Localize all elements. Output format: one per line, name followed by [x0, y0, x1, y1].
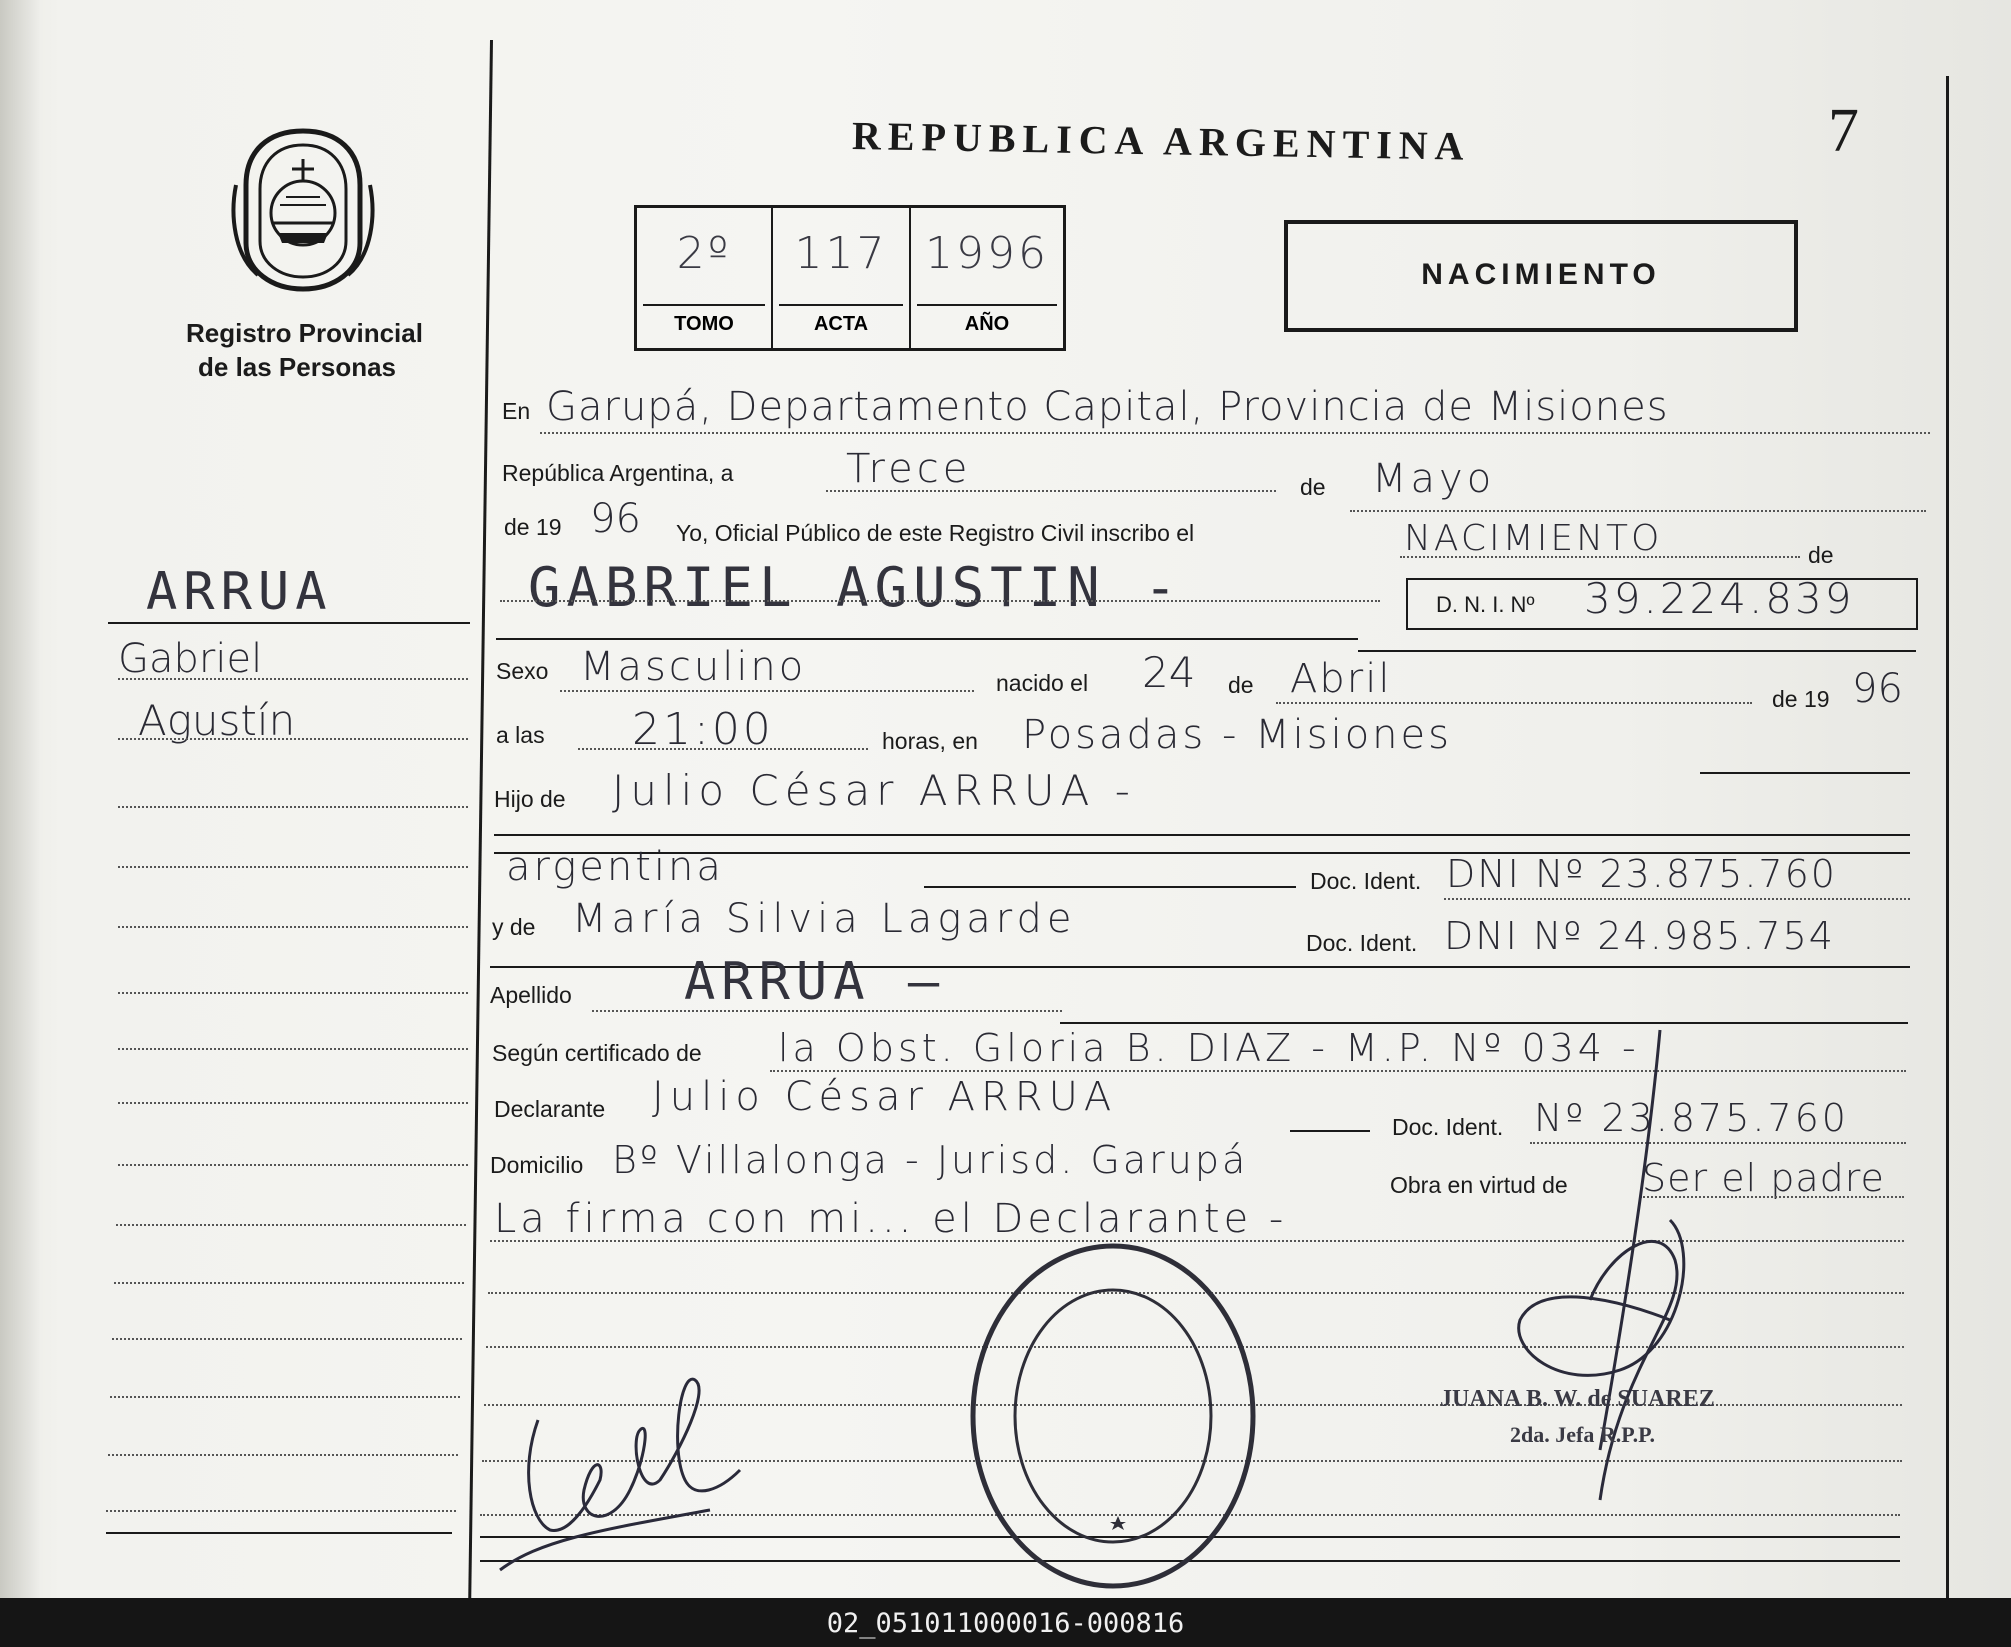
certificado-label: Según certificado de — [492, 1040, 702, 1066]
declarante-value: Julio César ARRUA — [652, 1074, 1118, 1120]
record-type-box — [1284, 220, 1798, 332]
sexo-value: Masculino — [580, 644, 807, 690]
place-value: Posadas - Misiones — [1022, 712, 1452, 758]
acta-cell — [773, 208, 911, 348]
horas-label: horas, en — [882, 728, 978, 754]
left-line — [112, 1338, 462, 1340]
sexo-line — [560, 690, 974, 692]
place-rule — [1700, 772, 1910, 774]
left-line — [108, 1454, 458, 1456]
father-value: Julio César ARRUA - — [612, 766, 1136, 815]
day-value: Trece — [846, 446, 972, 492]
firma-line-text: La firma con mi... el Declarante - — [494, 1196, 1288, 1242]
birth-de-label: de — [1228, 672, 1254, 698]
left-surname: ARRUA — [146, 562, 333, 622]
apellido-value: ARRUA — — [684, 952, 946, 1012]
father-doc-line — [1444, 898, 1910, 900]
birth-month: Abril — [1290, 656, 1392, 702]
declarante-label: Declarante — [494, 1096, 606, 1122]
tomo-rule — [643, 304, 765, 306]
left-line — [114, 1282, 464, 1284]
tomo-label: TOMO — [674, 313, 734, 335]
birth-month-line — [1276, 702, 1752, 704]
mother-doc-value: DNI Nº 24.985.754 — [1444, 914, 1835, 958]
act-value: NACIMIENTO — [1404, 518, 1663, 559]
left-line — [118, 806, 468, 808]
time-line — [578, 748, 868, 750]
ano-cell — [911, 208, 1063, 348]
dni-value: 39.224.839 — [1584, 574, 1855, 623]
father-doc-label: Doc. Ident. — [1310, 868, 1422, 894]
declarante-doc-label: Doc. Ident. — [1392, 1114, 1504, 1140]
left-line — [118, 866, 468, 868]
month-value: Mayo — [1372, 456, 1496, 502]
officer-signature — [480, 1360, 760, 1590]
year-suffix: 96 — [590, 496, 641, 542]
mother-value: María Silvia Lagarde — [572, 896, 1077, 942]
left-line — [118, 678, 468, 680]
left-line — [118, 738, 468, 740]
tomo-acta-ano-box — [634, 205, 1066, 351]
apellido-line — [592, 1010, 1062, 1012]
province-coat-of-arms — [228, 125, 378, 295]
certificado-value: la Obst. Gloria B. DIAZ - M.P. Nº 034 - — [778, 1026, 1640, 1070]
right-border — [1946, 76, 1949, 1598]
left-line — [110, 1396, 460, 1398]
child-name: GABRIEL AGUSTIN - — [528, 556, 1183, 619]
left-given-name-1: Gabriel — [118, 636, 263, 682]
registry-name-line2: de las Personas — [198, 352, 396, 382]
left-bottom-rule — [106, 1532, 452, 1534]
left-surname-rule — [108, 622, 470, 624]
en-line — [540, 432, 1930, 434]
sexo-label: Sexo — [496, 658, 549, 684]
record-type: NACIMIENTO — [1421, 258, 1661, 291]
year-prefix: de 19 — [504, 514, 562, 540]
birth-year-prefix: de 19 — [1772, 686, 1830, 712]
act-de-label: de — [1808, 542, 1834, 568]
obra-value: Ser el padre — [1642, 1156, 1885, 1200]
domicilio-value: Bº Villalonga - Jurisd. Garupá — [612, 1138, 1249, 1182]
apellido-label: Apellido — [490, 982, 572, 1008]
left-line — [118, 992, 468, 994]
ano-rule — [917, 304, 1057, 306]
birth-day: 24 — [1142, 648, 1196, 697]
left-given-name-2: Agustín — [138, 696, 296, 745]
scan-footer — [0, 1598, 2011, 1647]
left-line — [116, 1224, 466, 1226]
country-title: REPUBLICA ARGENTINA — [851, 113, 1471, 169]
acta-value: 117 — [794, 228, 888, 279]
father-doc-value: DNI Nº 23.875.760 — [1446, 852, 1837, 896]
left-line — [118, 1102, 468, 1104]
officer-text: Yo, Oficial Público de este Registro Civil inscribo el — [676, 520, 1195, 546]
father-rule — [494, 834, 1910, 836]
left-line — [118, 926, 468, 928]
left-line — [106, 1510, 456, 1512]
declarante-rule — [1290, 1130, 1370, 1132]
ano-value: 1996 — [925, 228, 1049, 279]
nationality-rule — [924, 886, 1296, 888]
en-value: Garupá, Departamento Capital, Provincia de Misiones — [546, 384, 1669, 430]
declarante-doc-value: Nº 23.875.760 — [1534, 1096, 1849, 1140]
official-name: JUANA B. W. de SUAREZ — [1440, 1386, 1715, 1412]
left-line — [118, 1048, 468, 1050]
left-line — [118, 1164, 468, 1166]
tomo-cell — [637, 208, 773, 348]
en-label: En — [502, 398, 531, 424]
month-line — [1350, 510, 1926, 512]
acta-label: ACTA — [813, 313, 869, 335]
domicilio-label: Domicilio — [490, 1152, 584, 1178]
republica-label: República Argentina, a — [502, 460, 734, 486]
official-title: 2da. Jefa R.P.P. — [1510, 1422, 1656, 1447]
name-rule — [496, 638, 1358, 640]
act-line — [1400, 556, 1800, 558]
hijo-label: Hijo de — [494, 786, 566, 812]
registry-name-line1: Registro Provincial — [186, 318, 423, 348]
a-las-label: a las — [496, 722, 545, 748]
father-nationality: argentina — [506, 844, 724, 890]
dni-box — [1406, 574, 1918, 630]
page-number: 7 — [1828, 97, 1859, 165]
certificado-line — [770, 1070, 1906, 1072]
mother-doc-label: Doc. Ident. — [1306, 930, 1418, 956]
ano-label: AÑO — [964, 313, 1010, 335]
apellido-rule — [1060, 1022, 1908, 1024]
acta-rule — [779, 304, 903, 306]
time-value: 21:00 — [632, 704, 774, 755]
name-rule-right — [1358, 650, 1916, 652]
obra-label: Obra en virtud de — [1390, 1172, 1568, 1198]
name-line — [500, 600, 1380, 602]
registry-seal-stamp — [968, 1236, 1258, 1596]
scan-filename: 02_051011000016-000816 — [826, 1608, 1185, 1639]
month-de-label: de — [1300, 474, 1326, 500]
dni-label: D. N. I. Nº — [1436, 592, 1535, 617]
page-edge-shadow — [0, 0, 40, 1598]
birth-year-suffix: 96 — [1852, 666, 1903, 712]
y-de-label: y de — [492, 914, 536, 940]
tomo-value: 2º — [676, 228, 732, 279]
nacido-label: nacido el — [996, 670, 1089, 696]
